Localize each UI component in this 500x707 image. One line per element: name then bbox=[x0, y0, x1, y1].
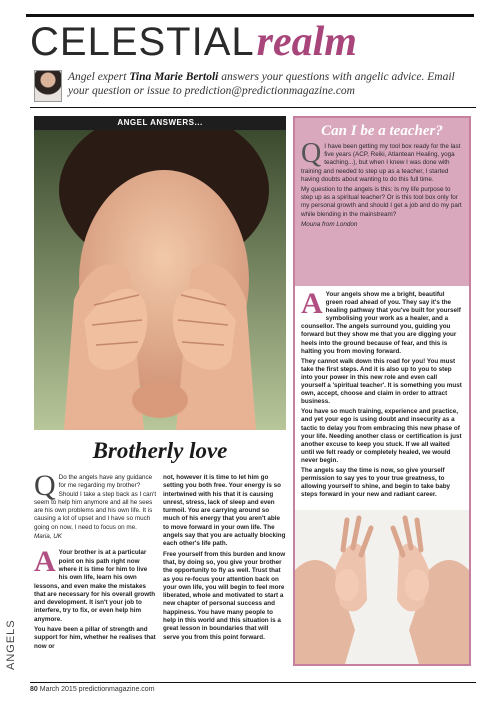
answer-paragraph-2: You have been a pillar of strength and support for him, whether he realises that now or bbox=[34, 626, 156, 650]
intro-lead: Angel expert bbox=[68, 71, 130, 83]
right-answer-paragraph-3: You have so much training, experience and practice, and yet your ego is using doubt and insecurity as a tactic to delay you from embracing this new phase of your life. Needing another class or certification is just another excuse to keep you stuck. If we all waited until we felt ready or completely healed, we would never begin. bbox=[301, 408, 462, 464]
article-column-2 bbox=[163, 474, 286, 653]
answer-paragraph-4: Free yourself from this burden and know that, by doing so, you give your brother the opportunity to fly as well. Trust that as you re-focus your attention back on your own life, you will begin to feel more liberated, whole and motivated to start a new chapter of personal success and happiness. You have many people to help in this world and this situation is a great lesson in boundaries that will serve you from this point forward. bbox=[163, 550, 286, 641]
question-box-paragraph-2: My question to the angels is this: Is my life purpose to step up as a spiritual teacher? Or is this tool box only for my personal growth and should I get a job and do my part while blending in the mainstream? bbox=[301, 186, 462, 218]
right-answer-dropcap: A bbox=[301, 287, 323, 320]
question-text: Do the angels have any guidance for me regarding my brother? Should I take a step back as I can't seem to help him anymore and all he sees are his own problems and his own life. It is causing a lot of upset and I have so much going on now, I need to focus on me. bbox=[34, 474, 157, 531]
question-box-title: Can I be a teacher? bbox=[321, 123, 443, 139]
hands-photo bbox=[295, 510, 469, 664]
masthead-word-realm: realm bbox=[256, 19, 357, 65]
answer-paragraph-3: not, however it is time to let him go setting you both free. Your energy is so intertwined with his that it is causing unrest, stress, lack of sleep and even turmoil. You are carrying around so much of his energy that you aren't able to move forward in your own life. The angels say that you are actually blocking each other's life path. bbox=[163, 474, 286, 548]
masthead-word-celestial: CELESTIAL bbox=[30, 20, 255, 64]
intro-rest: answers your questions with angelic advice. Email your question or issue to prediction@predictionmagazine.com bbox=[68, 71, 455, 97]
article-columns bbox=[34, 469, 286, 653]
top-rule bbox=[26, 14, 474, 17]
intro-strip bbox=[30, 70, 476, 108]
distressed-face-illustration bbox=[34, 130, 286, 430]
article-column-1 bbox=[34, 469, 157, 653]
section-banner: ANGEL ANSWERS... bbox=[34, 116, 286, 130]
question-box bbox=[295, 118, 469, 286]
author-avatar bbox=[34, 70, 62, 102]
right-answer-block bbox=[295, 286, 469, 508]
hero-photo bbox=[34, 130, 286, 430]
author-name: Tina Marie Bertoli bbox=[129, 71, 219, 83]
answer-block bbox=[34, 545, 157, 651]
question-box-dropcap: Q bbox=[301, 138, 322, 169]
answer-paragraph-1: Your brother is at a particular point on his path right now where it is time for him to live his own life, learn his own lessons, and even make the mistakes that are necessary for his overall growth and development. It isn't your job to interfere, try to fix, or even help him anymore. bbox=[34, 549, 156, 623]
left-column bbox=[34, 116, 286, 676]
right-answer-paragraph-1: Your angels show me a bright, beautiful green road ahead of you. They say it's the healing pathway that you've built for yourself symbolising your work as a healer, and a counsellor. The angels surround you, guiding you forward but they show me that you are digging your heels into the ground because of fear, and this is halting you from moving forward. bbox=[301, 291, 461, 355]
question-dropcap: Q bbox=[34, 469, 56, 502]
question-box-signoff: Mouna from London bbox=[301, 220, 358, 228]
question-signoff: Maria, UK bbox=[34, 533, 62, 541]
right-column bbox=[293, 116, 471, 666]
answer-dropcap: A bbox=[34, 545, 56, 579]
page-number: 80 bbox=[30, 686, 38, 693]
page-footer bbox=[30, 682, 476, 693]
intro-text bbox=[68, 70, 476, 98]
footer-text: March 2015 predictionmagazine.com bbox=[37, 686, 155, 693]
masthead bbox=[30, 18, 480, 66]
question-box-body bbox=[301, 138, 463, 229]
right-answer-paragraph-4: The angels say the time is now, so give yourself permission to say yes to your true greatness, to allowing yourself to shine, and begin to take baby steps forward in your new and radiant career. bbox=[301, 466, 451, 499]
right-answer-paragraph-2: They cannot walk down this road for you! You must take the first steps. And it is also up to you to step into your power in this new role and even call yourself a 'spiritual teacher'. It is something you must own, accept, choose and claim in order to attract business. bbox=[301, 357, 462, 406]
question-block bbox=[34, 469, 157, 541]
open-hands-illustration bbox=[295, 510, 469, 664]
article-headline: Brotherly love bbox=[92, 438, 228, 463]
question-box-paragraph-1: I have been getting my tool box ready for the last five years (ACP, Reiki, Atlantean Healing, yoga teaching...), but when I knew I was done with training and needed to step up as a teacher, I started having doubts about wanting to do this full time. bbox=[301, 143, 461, 183]
side-label-text: ANGELS bbox=[5, 619, 17, 670]
section-side-label bbox=[6, 615, 18, 675]
